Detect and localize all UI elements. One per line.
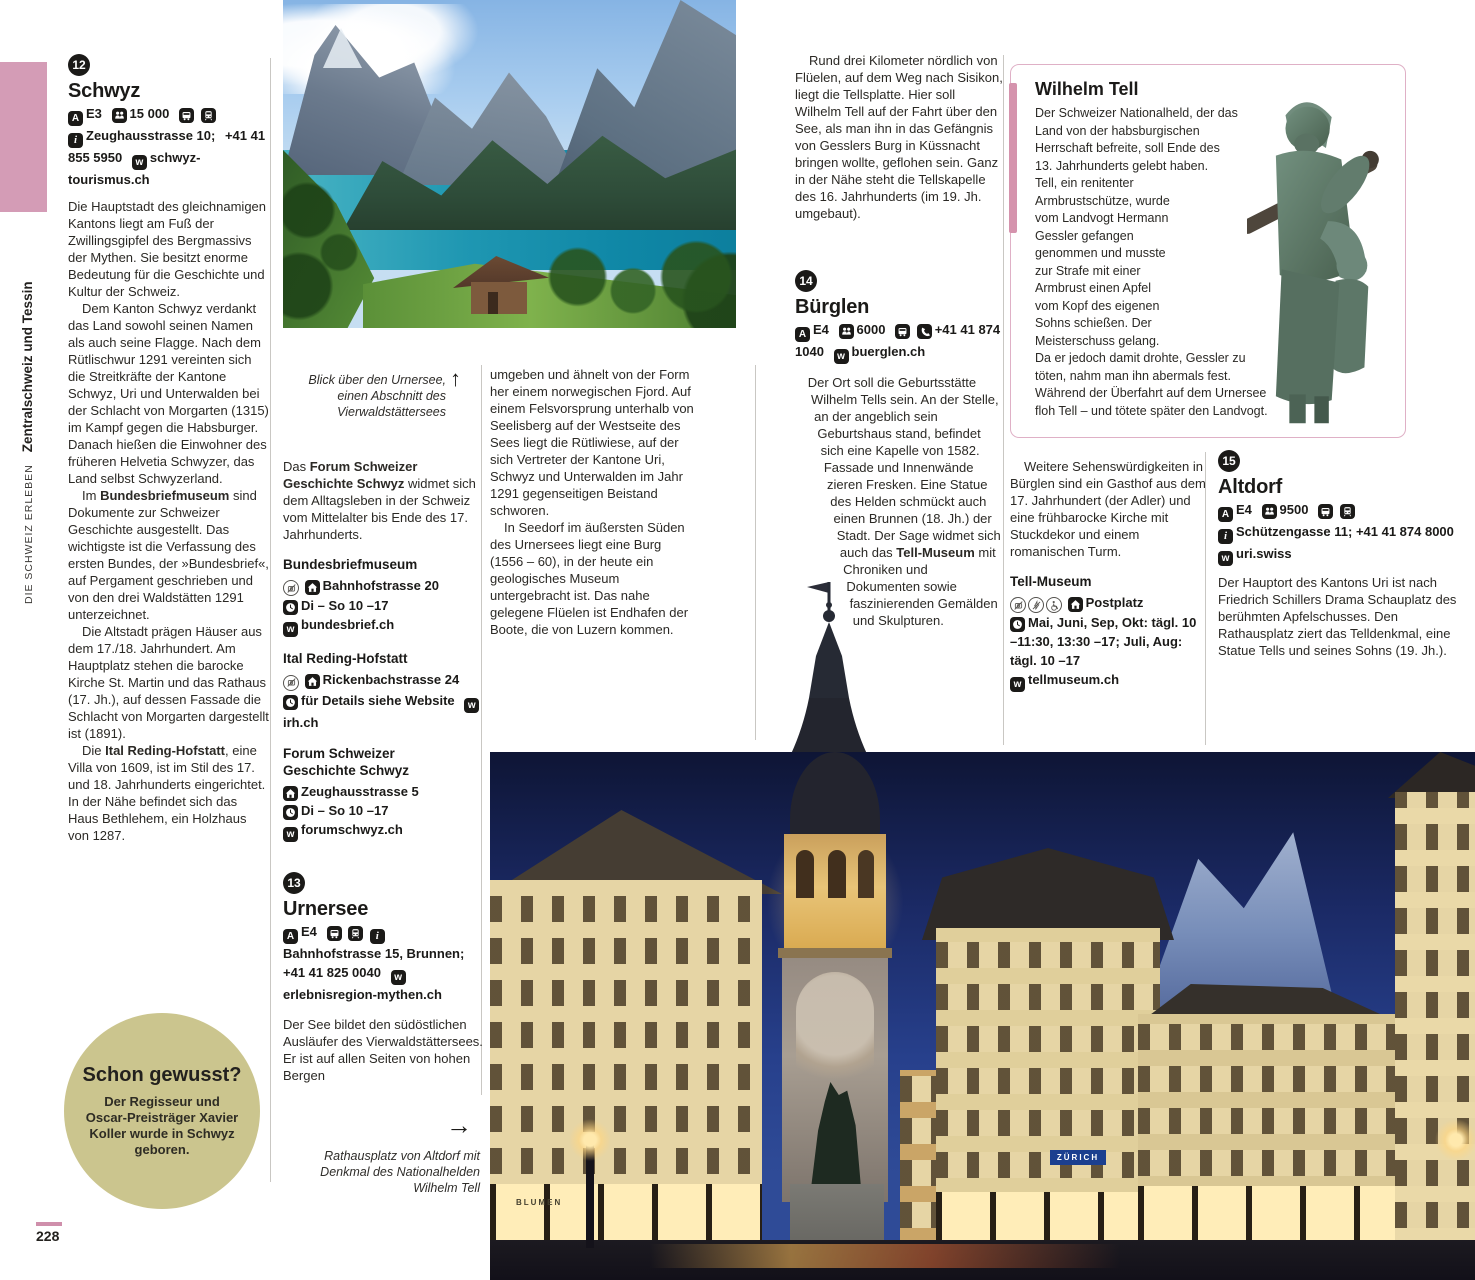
photo-center-building [936,928,1160,1194]
phone: +41 41 855 5950 [68,128,266,165]
train-icon [348,926,363,941]
photo-center-shops [936,1192,1160,1244]
urnersee-photo [283,0,736,328]
paragraph: Der Ort soll die Geburtsstätte Wilhelm Tells sein. An der Stelle, an der angeblich sein Geburtshaus stand, befindet sich eine Kapelle von 1582. Fassade und Innenwände zieren Fresken. Eine Statue des Helden schmückt auch einen Brunnen (18. Jh.) der Stadt. Der Sage widmet sich auch das Tell-Museum mit Chroniken und Dokumenten sowie faszinierenden Gemälden und Skulpturen. [807,375,1001,628]
no-flash-icon [1028,597,1044,613]
listing-hours: für Details siehe Website [301,692,455,708]
map-ref: E4 [1236,502,1252,517]
hours-icon [283,600,298,615]
paragraph: Der See bildet den südöstlichen Ausläufer des Vierwaldstättersees. Er ist auf allen Seiten von hohen Bergen [283,1016,483,1083]
tell-statue-photo [1247,69,1401,431]
info-text: Bahnhofstrasse 15, Brunnen; +41 41 825 0040 [283,945,465,980]
entry-info [68,104,270,189]
entry-schwyz [68,54,270,844]
photo-lamp-glow [1428,1112,1475,1168]
website: uri.swiss [1236,546,1292,561]
address-icon [305,674,320,689]
hours-icon [1010,617,1025,632]
listing-hours: Mai, Juni, Sep, Okt: tägl. 10 –11:30, 13:30 –17; Juli, Aug: tägl. 10 –17 [1010,615,1197,669]
entry-title: Schwyz [68,80,141,102]
population-icon [1262,504,1277,519]
listing-hours: Di – So 10 –17 [301,598,389,614]
did-you-know-text: Der Regisseur und Oscar-Preisträger Xavier Koller wurde in Schwyz geboren. [85,1094,239,1157]
zurich-sign-text: ZÜRICH [1056,1153,1100,1162]
photo-belfry-window [828,850,846,898]
photo-left-building [490,880,762,1190]
did-you-know-circle [64,1013,260,1209]
photo-belfry-window [858,850,874,898]
box-accent-bar [1009,83,1017,233]
entry-title: Urnersee [283,897,369,920]
listing-line [283,615,483,637]
population: 6000 [856,322,886,337]
website-icon: w [132,155,147,170]
website: schwyz-tourismus.ch [68,150,201,187]
photo-trees-right [538,235,736,328]
photo-caption-bottom: Rathausplatz von Altdorf mit Denkmal des Nationalhelden Wilhelm Tell [320,1149,480,1195]
listing-address: Postplatz [1085,594,1144,610]
section-title: Zentralschweiz und Tessin [20,281,35,453]
box-body-container [1035,105,1273,420]
website: buerglen.ch [851,344,926,359]
hours-icon [283,805,298,820]
address-icon [1068,597,1083,612]
website-icon: w [464,698,479,713]
listing-line [283,576,483,597]
map-ref: E4 [813,322,829,337]
paragraph: umgeben und ähnelt von der Form her einem norwegischen Fjord. Auf einem Felsvorsprung unterhalb von Seelisberg auf der Westseite des Sees liegt die Rütliwiese, auf der sich Vertreter der Kantone Uri, Schwyz und Unterwalden im Jahr 1291 gegenseitigen Beistand schworen. [490,367,694,518]
caption-arrow-up: ↑ [450,366,461,391]
entry-title: Altdorf [1218,476,1283,498]
section-color-tab [0,62,47,212]
photo-hut-door [488,292,498,314]
map-ref-icon: A [795,327,810,342]
website-icon: w [1010,677,1025,692]
photo-left-shops [490,1184,762,1244]
listing-line [283,820,483,842]
info-text: Schützengasse 11; +41 41 874 8000 [1236,524,1454,539]
box-text: Der Schweizer Nationalheld, der das Land von der habsburgischen Herrschaft befreite, soll Ende des 13. Jahrhunderts gelebt haben. Tell, ein renitenter Armbrustschütze, wurde vom Landvogt Hermann Gessler gefangen genommen und musste zur Strafe mit einer Armbrust einen Apfel vom Kopf des eigenen Sohns schießen. Der Meisterschuss gelang. Da er jedoch damit drohte, Gessler zu töten, nahm man ihn abermals fest. Während der Überfahrt auf dem Urnersee floh Tell – und tötete später den Landvogt. [1035,106,1268,418]
bus-icon [327,926,342,941]
blumen-sign: BLUMEN [516,1198,563,1207]
bus-icon [895,324,910,339]
no-photo-icon [283,580,299,596]
website: erlebnisregion-mythen.ch [283,986,442,1002]
population-icon [839,324,854,339]
column-rule [755,365,756,740]
forum-intro: Das Forum Schweizer Geschichte Schwyz widmet sich dem Alltagsleben in der Schweiz vom Mittelalter bis Ende des 17. Jahrhunderts. [283,459,476,542]
website-icon: w [1218,551,1233,566]
photo-lamp-glow [562,1112,618,1168]
listing-name: Bundesbriefmuseum [283,557,418,572]
paragraph: Im Bundesbriefmuseum sind Dokumente zur Schweizer Geschichte ausgestellt. Das wichtigste ist die Verfassung des ersten Bundes, der »Bundesbrief«, auf Pergament geschrieben und von den drei Waldstätten 1291 unterzeichnet. [68,488,269,622]
listing-hours: Di – So 10 –17 [301,802,389,818]
listing-website: tellmuseum.ch [1028,672,1120,688]
listing-website: irh.ch [283,714,319,730]
map-ref: E4 [301,923,317,939]
column-rule [270,58,271,1182]
paragraph: Die Hauptstadt des gleichnamigen Kantons liegt am Fuß der Zwillingsgipfel des Bergmassivs der Mythen. Sie besitzt enorme Bedeutung für die Geschichte und Kultur der Schweiz. [68,199,267,299]
map-ref-icon: A [283,929,298,944]
info-icon: i [370,929,385,944]
no-photo-icon [1010,597,1026,613]
entry-badge: 12 [68,54,90,76]
map-ref-icon: A [1218,507,1233,522]
hours-icon [283,695,298,710]
population: 15 000 [129,106,170,121]
entry-info [795,320,1003,364]
paragraph: Die Ital Reding-Hofstatt, eine Villa von 1609, ist im Stil des 17. und 18. Jahrhunderts eingerichtet. In der Nähe befindet sich das Haus Bethlehem, ein Holzhaus von 1287. [68,743,266,843]
photo-right-shops [1138,1186,1402,1244]
listing-address: Bahnhofstrasse 20 [322,577,439,593]
address-icon [305,580,320,595]
listing-line [283,782,483,801]
box-title: Wilhelm Tell [1035,79,1139,99]
map-ref-icon: A [68,111,83,126]
paragraph: Die Altstadt prägen Häuser aus dem 17./18. Jahrhundert. Am Hauptplatz stehen die barocke Kirche St. Martin und das Rathaus (17. Jh.), auf dessen Fassade die Schlacht von Morgarten dargestellt ist (1891). [68,624,269,741]
listing-line [1010,593,1206,693]
entry-badge: 13 [283,872,305,894]
page-number-rule [36,1222,62,1226]
listing-name: Ital Reding-Hofstatt [283,651,408,667]
listing-line [283,596,483,615]
phone: +41 41 874 1040 [795,322,1001,359]
listing-name: Forum Schweizer Geschichte Schwyz [283,745,410,778]
listing-address: Zeughausstrasse 5 [301,783,419,799]
listing-address: Rickenbachstrasse 24 [322,672,460,688]
entry-info [283,922,483,1004]
paragraph: Rund drei Kilometer nördlich von Flüelen, auf dem Weg nach Sisikon, liegt die Tellsplatte. Hier soll Wilhelm Tell auf der Fahrt über den See, als man ihn in das Gefängnis von Gesslers Burg in Küssnacht bringen wollte, geflohen sein. Ganz in der Nähe steht die Tellskapelle des 16. Jahrhunderts (im 19. Jh. umgebaut). [795,53,1003,221]
photo-tower-cornice [778,948,892,958]
no-photo-icon [283,675,299,691]
website-icon: w [834,349,849,364]
church-spire-cutout [783,578,875,754]
did-you-know-title: Schon gewusst? [82,1064,242,1086]
column-rule [1003,55,1004,745]
address: Zeughausstrasse 10; [86,128,216,143]
photo-hut-body [471,282,527,314]
phone-icon [917,324,932,339]
photo-right-buildings [1138,1014,1402,1192]
train-icon [201,108,216,123]
entry-info [1218,500,1466,566]
bus-icon [1318,504,1333,519]
entry-title: Bürglen [795,296,870,318]
photo-belfry-window [796,850,814,898]
column-2 [283,458,483,1084]
sidebar-vertical-text [20,281,36,604]
website-icon: w [391,970,406,985]
photo-light-trails [650,1244,1120,1268]
wilhelm-tell-box [1010,64,1406,438]
altdorf-photo [490,752,1475,1280]
entry-badge: 15 [1218,450,1240,472]
listing-name: Tell-Museum [1010,574,1092,589]
website-icon: w [283,622,298,637]
column-3 [490,366,698,638]
bus-icon [179,108,194,123]
entry-badge: 14 [795,270,817,292]
listing-line [283,801,483,820]
column-5a [1010,458,1206,692]
zurich-sign [1050,1150,1106,1165]
population-icon [112,108,127,123]
listing-website: forumschwyz.ch [301,821,403,837]
population: 9500 [1279,502,1309,517]
info-icon: i [1218,529,1233,544]
listing-website: bundesbrief.ch [301,617,395,633]
photo-caption-top: Blick über den Urnersee, einen Abschnitt des Vierwaldstättersees [308,373,446,419]
website-icon: w [283,827,298,842]
address-icon [283,786,298,801]
map-ref: E3 [86,106,102,121]
section-label: DIE SCHWEIZ ERLEBEN [23,464,35,604]
page-number: 228 [36,1228,60,1244]
paragraph: Weitere Sehenswürdigkeiten in Bürglen sind ein Gasthof aus dem 17. Jahrhundert (der Adler) und eine frühbarocke Kirche mit Stuckdekor und einem romanischen Turm. [1010,459,1206,559]
paragraph: In Seedorf im äußersten Süden des Urnersees liegt eine Burg (1556 – 60), in der heute ein geologisches Museum untergebracht ist. Das nahe gelegene Flüelen ist Endhafen der Boote, die von Luzern kommen. [490,520,689,637]
wheelchair-icon [1046,597,1062,613]
train-icon [1340,504,1355,519]
paragraph: Dem Kanton Schwyz verdankt das Land sowohl seinen Namen als auch seine Flagge. Nach dem Rütlischwur 1291 vereinten sich die Streitkräfte der Kantone Schwyz, Uri und Unterwalden bei der Schlacht von Morgarten (1315) im Kampf gegen die Habsburger. Danach hießen die Einwohner des früheren Helvetia Schwyzer, das Land selbst Schwyzerland. [68,301,269,486]
photo-tall-building [1395,792,1475,1244]
listing-line [283,670,483,732]
paragraph: Der Hauptort des Kantons Uri ist nach Friedrich Schillers Drama Schauplatz des berühmten Apfelschusses. Den Rathausplatz ziert das Telldenkmal, eine Statue Tells und seines Sohns (19. Jh.). [1218,575,1457,658]
photo-tower-mural [796,972,874,1092]
caption-arrow-right: → [446,1110,472,1140]
info-icon: i [68,133,83,148]
entry-altdorf [1218,450,1466,659]
